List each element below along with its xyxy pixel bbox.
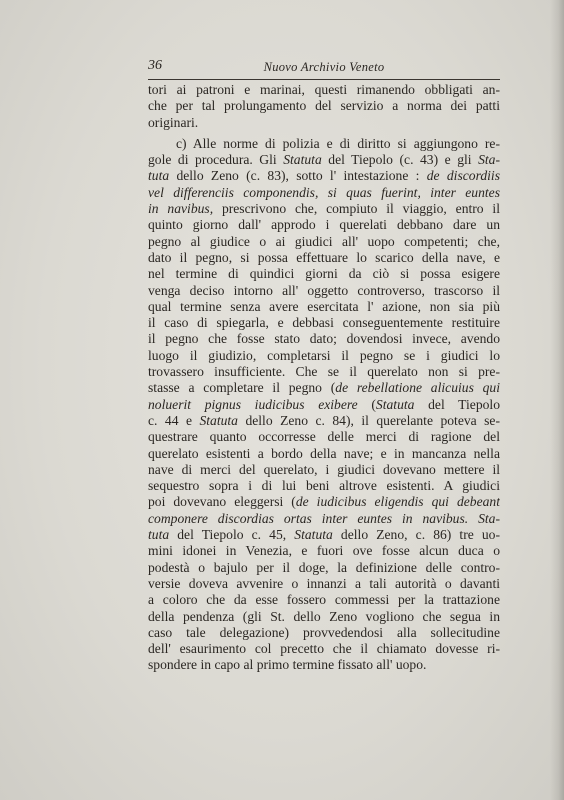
text-line [148,234,500,250]
text-run: stasse a completare il pegno ( [148,380,336,396]
text-line [148,641,500,657]
text-line [148,625,500,641]
italic-text-run: tuta [148,527,170,543]
text-run: querelato esistenti a bordo della nave; e in mancanza nella [148,445,500,461]
text-run: spondere in capo al primo termine fissato all' uopo. [148,657,427,673]
text-line [148,478,500,494]
text-line [148,511,500,527]
text-line [148,364,500,380]
text-line [148,136,500,152]
text-line [148,315,500,331]
italic-text-run: noluerit pignus iudicibus exibere [148,396,358,412]
running-title: Nuovo Archivio Veneto [263,60,385,74]
text-run: podestà o bajulo per il doge, la definizione delle contro- [148,559,500,575]
text-line [148,152,500,168]
text-line [148,201,500,217]
text-run: mini idonei in Venezia, e fuori ove fosse alcun duca o [148,543,500,559]
italic-text-run: tuta [148,168,170,184]
text-line [148,543,500,559]
text-line [148,429,500,445]
text-line [148,283,500,299]
italic-text-run: de iudicibus eligendis qui debeant [295,494,500,510]
text-run: luogo il giudizio, completarsi il pegno se i giudici lo [148,347,500,363]
text-run: tori ai patroni e marinai, questi rimanendo obbligati an- [148,82,500,97]
text-run: del Tiepolo [414,396,500,412]
italic-text-run: vel differenciis componendis, si quas fuerint, inter euntes [148,184,500,200]
text-line [148,462,500,478]
text-line [148,380,500,396]
text-line [148,266,500,282]
italic-text-run: componere discordias ortas inter euntes in navibus. Sta- [148,510,500,526]
text-line [148,98,500,114]
text-run: venga deciso intorno all' oggetto controverso, trascorso il [148,282,500,298]
text-run: della pendenza (gli St. dello Zeno vogliono che segua in [148,608,500,624]
text-run: che per tal prolungamento del servizio a norma dei patti [148,98,500,114]
text-line [148,82,500,98]
text-run: trovassero insufficiente. Che se il querelato non si pre- [148,364,500,380]
text-run: dello Zeno (c. 83), sotto l' intestazione : [169,168,427,184]
text-run: versie doveva avvenire o innanzi a tali autorità o davanti [148,575,500,591]
text-run: ( [357,396,376,412]
text-line [148,185,500,201]
italic-text-run: Statuta [294,527,333,543]
text-run: dato il pegno, si possa effettuare lo scarico della nave, e [148,249,500,265]
text-line [148,348,500,364]
text-run: qual termine senza avere esercitata l' azione, non sia più [148,298,500,314]
text-run: caso tale delegazione) provvedendosi alla sollecitudine [148,624,500,640]
text-line [148,299,500,315]
text-run: sequestro sopra i di lui beni altrove esistenti. A giudici [148,478,500,494]
text-line [148,397,500,413]
text-run: c) Alle norme di polizia e di diritto si aggiungono re- [176,135,500,151]
text-line [148,331,500,347]
text-line [148,250,500,266]
text-run: questrare quanto occorresse delle merci di ragione del [148,429,500,445]
text-run: originari. [148,114,199,130]
text-run: a coloro che da esse fossero commessi per la trattazione [148,592,500,608]
text-run: dello Zeno c. 84), il querelante poteva se- [237,412,500,428]
text-run: dello Zeno, c. 86) tre uo- [332,527,500,543]
text-line [148,527,500,543]
italic-text-run: in navibus, [148,201,214,217]
text-line [148,657,500,673]
header-rule [148,79,500,80]
page-number: 36 [148,58,162,73]
text-line [148,413,500,429]
text-line [148,115,500,131]
italic-text-run: de rebellatione alicuius qui [335,380,500,396]
italic-text-run: Statuta [375,396,415,412]
page-edge-shadow [550,0,564,800]
text-run: il caso di spiegarla, e debbasi conseguentemente restituire [148,315,500,331]
text-line [148,217,500,233]
italic-text-run: de discordiis [426,168,500,184]
text-run: del Tiepolo (c. 43) e gli [321,152,479,168]
text-run: il pegno che fosse stato dato; dovendosi invece, avendo [148,331,500,347]
italic-text-run: Sta- [478,152,500,168]
text-line [148,446,500,462]
page-header [148,58,500,80]
text-run: nel termine di quindici giorni da ciò si possa esigere [148,266,500,282]
text-run: poi dovevano eleggersi ( [148,494,296,510]
text-line [148,592,500,608]
text-line [148,609,500,625]
text-run: quinto giorno dall' approdo i querelati debbano dare un [148,217,500,233]
text-run: gole di procedura. Gli [148,152,284,168]
text-line [148,560,500,576]
text-line [148,494,500,510]
text-run: pegno al giudice o ai giudici all' uopo competenti; che, [148,233,500,249]
text-run: prescrivono che, compiuto il viaggio, entro il [213,201,500,217]
text-run: nave di merci del querelato, i giudici dovevano mettere il [148,461,500,477]
text-run: c. 44 e [148,412,200,428]
text-line [148,168,500,184]
text-line [148,576,500,592]
italic-text-run: Statuta [199,412,238,428]
text-run: del Tiepolo c. 45, [169,527,295,543]
body-text [148,82,500,674]
italic-text-run: Statuta [283,152,322,168]
text-run: dell' esaurimento col precetto che il chiamato dovesse ri- [148,641,500,657]
